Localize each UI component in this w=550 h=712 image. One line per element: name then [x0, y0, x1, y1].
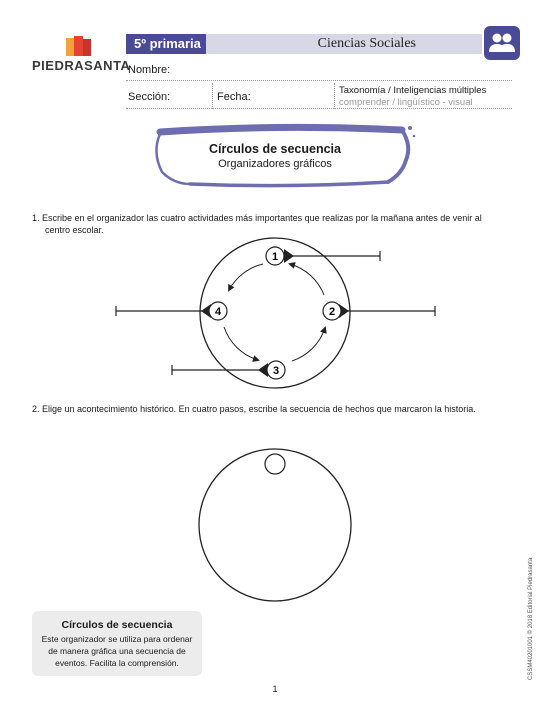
info-box-title: Círculos de secuencia — [61, 619, 173, 631]
name-line[interactable] — [126, 80, 512, 81]
grade-label: 5º primaria — [126, 34, 206, 54]
field-separator — [334, 83, 335, 109]
empty-sequence-circle[interactable] — [190, 440, 360, 610]
taxonomy-value: comprender / lingüístico - visual — [339, 97, 473, 108]
page-subtitle: Organizadores gráficos — [218, 158, 332, 170]
arrow-2-to-1 — [290, 264, 324, 295]
info-box-body: Este organizador se utiliza para ordenar de manera gráfica una secuencia de eventos. Facilita la comprensión. — [41, 634, 193, 668]
step-2-label: 2 — [328, 306, 336, 318]
taxonomy-label: Taxonomía / Inteligencias múltiples — [339, 85, 487, 96]
group-people-icon — [484, 26, 520, 60]
arrow-1-to-4 — [229, 264, 263, 290]
step-4-label: 4 — [214, 306, 222, 318]
field-separator — [212, 83, 213, 109]
page-number: 1 — [272, 684, 278, 694]
date-label: Fecha: — [217, 91, 251, 103]
side-copyright-code: CSSM40201001 © 2018 Editorial Piedrasanta — [528, 557, 534, 680]
page-title: Círculos de secuencia — [208, 142, 341, 156]
step-1-label: 1 — [271, 251, 279, 263]
section-line — [126, 108, 512, 109]
sequence-circle-diagram — [0, 236, 550, 396]
exercise-1-text-line2: centro escolar. — [45, 225, 104, 235]
exercise-1-text-line1: 1. Escribe en el organizador las cuatro actividades más importantes que realizas por la mañana antes de venir al — [32, 213, 482, 223]
subject-title: Ciencias Sociales — [206, 34, 482, 54]
arrow-3-to-2 — [292, 328, 325, 361]
name-label: Nombre: — [128, 64, 171, 76]
arrow-4-to-3 — [224, 327, 258, 360]
piedrasanta-logo-icon — [64, 34, 94, 58]
step-3-label: 3 — [272, 365, 280, 377]
start-node-circle — [265, 454, 285, 474]
brand-name: PIEDRASANTA — [32, 58, 131, 73]
section-label: Sección: — [128, 91, 171, 103]
exercise-2-text: 2. Elige un acontecimiento histórico. En cuatro pasos, escribe la secuencia de hechos que marcaron la historia. — [32, 404, 476, 414]
